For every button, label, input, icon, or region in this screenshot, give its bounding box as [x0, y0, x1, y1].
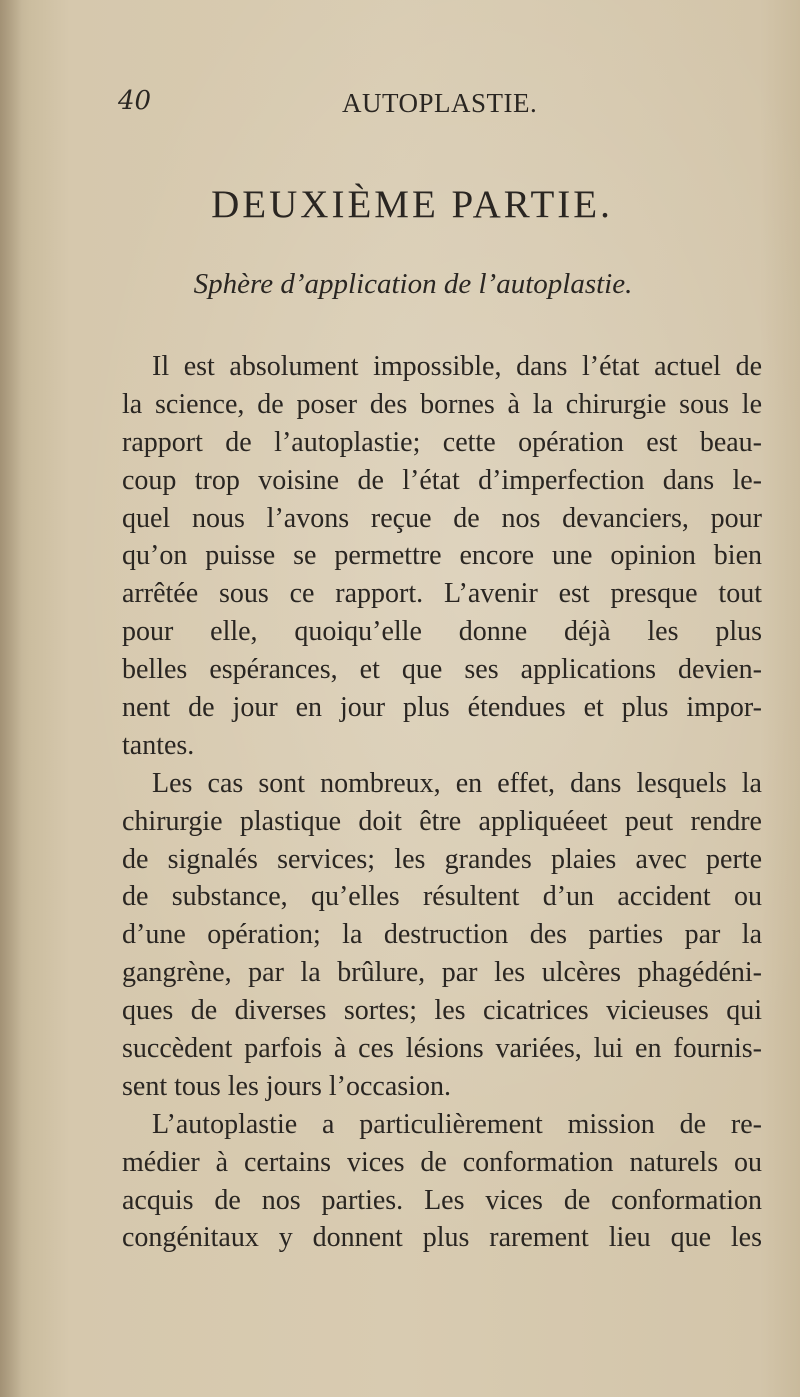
text-line: congénitaux y donnent plus rarement lieu que les — [122, 1222, 762, 1254]
text-line: qu’on puisse se permettre encore une opinion bien — [122, 540, 762, 572]
text-line: d’une opération; la destruction des parties par la — [122, 919, 762, 951]
text-line: médier à certains vices de conformation naturels ou — [122, 1146, 762, 1178]
text-line: succèdent parfois à ces lésions variées, lui en fournis- — [122, 1033, 762, 1065]
text-line: coup trop voisine de l’état d’imperfection dans le- — [122, 464, 762, 496]
text-line: ques de diverses sortes; les cicatrices vicieuses qui — [122, 995, 762, 1027]
part-title: DEUXIÈME PARTIE. — [211, 183, 613, 226]
text-line: acquis de nos parties. Les vices de conformation — [122, 1184, 762, 1216]
page-number: 40 — [118, 86, 152, 116]
text-line: belles espérances, et que ses applications devien- — [122, 654, 762, 686]
text-line: chirurgie plastique doit être appliquéeet peut rendre — [122, 805, 762, 837]
text-line: sent tous les jours l’occasion. — [122, 1070, 451, 1102]
text-line: de substance, qu’elles résultent d’un accident ou — [122, 881, 762, 913]
text-line: quel nous l’avons reçue de nos devanciers, pour — [122, 502, 762, 534]
running-head: AUTOPLASTIE. — [342, 88, 538, 118]
section-title: Sphère d’application de l’autoplastie. — [193, 268, 633, 300]
text-line: L’autoplastie a particulièrement mission de re- — [152, 1108, 762, 1140]
text-line: rapport de l’autoplastie; cette opération est beau- — [122, 426, 762, 458]
page-header — [118, 86, 658, 126]
body-text — [122, 348, 762, 1257]
text-line: nent de jour en jour plus étendues et plus impor- — [122, 692, 762, 724]
text-line: arrêtée sous ce rapport. L’avenir est presque tout — [122, 578, 762, 610]
text-line: pour elle, quoiqu’elle donne déjà les plus — [122, 616, 762, 648]
text-line: Il est absolument impossible, dans l’état actuel de — [152, 351, 762, 382]
text-line: tantes. — [122, 729, 195, 761]
text-line: gangrène, par la brûlure, par les ulcères phagédéni- — [122, 957, 762, 989]
text-line: la science, de poser des bornes à la chirurgie sous le — [122, 388, 762, 420]
text-line: de signalés services; les grandes plaies avec perte — [122, 843, 762, 875]
text-line: Les cas sont nombreux, en effet, dans lesquels la — [152, 767, 762, 799]
